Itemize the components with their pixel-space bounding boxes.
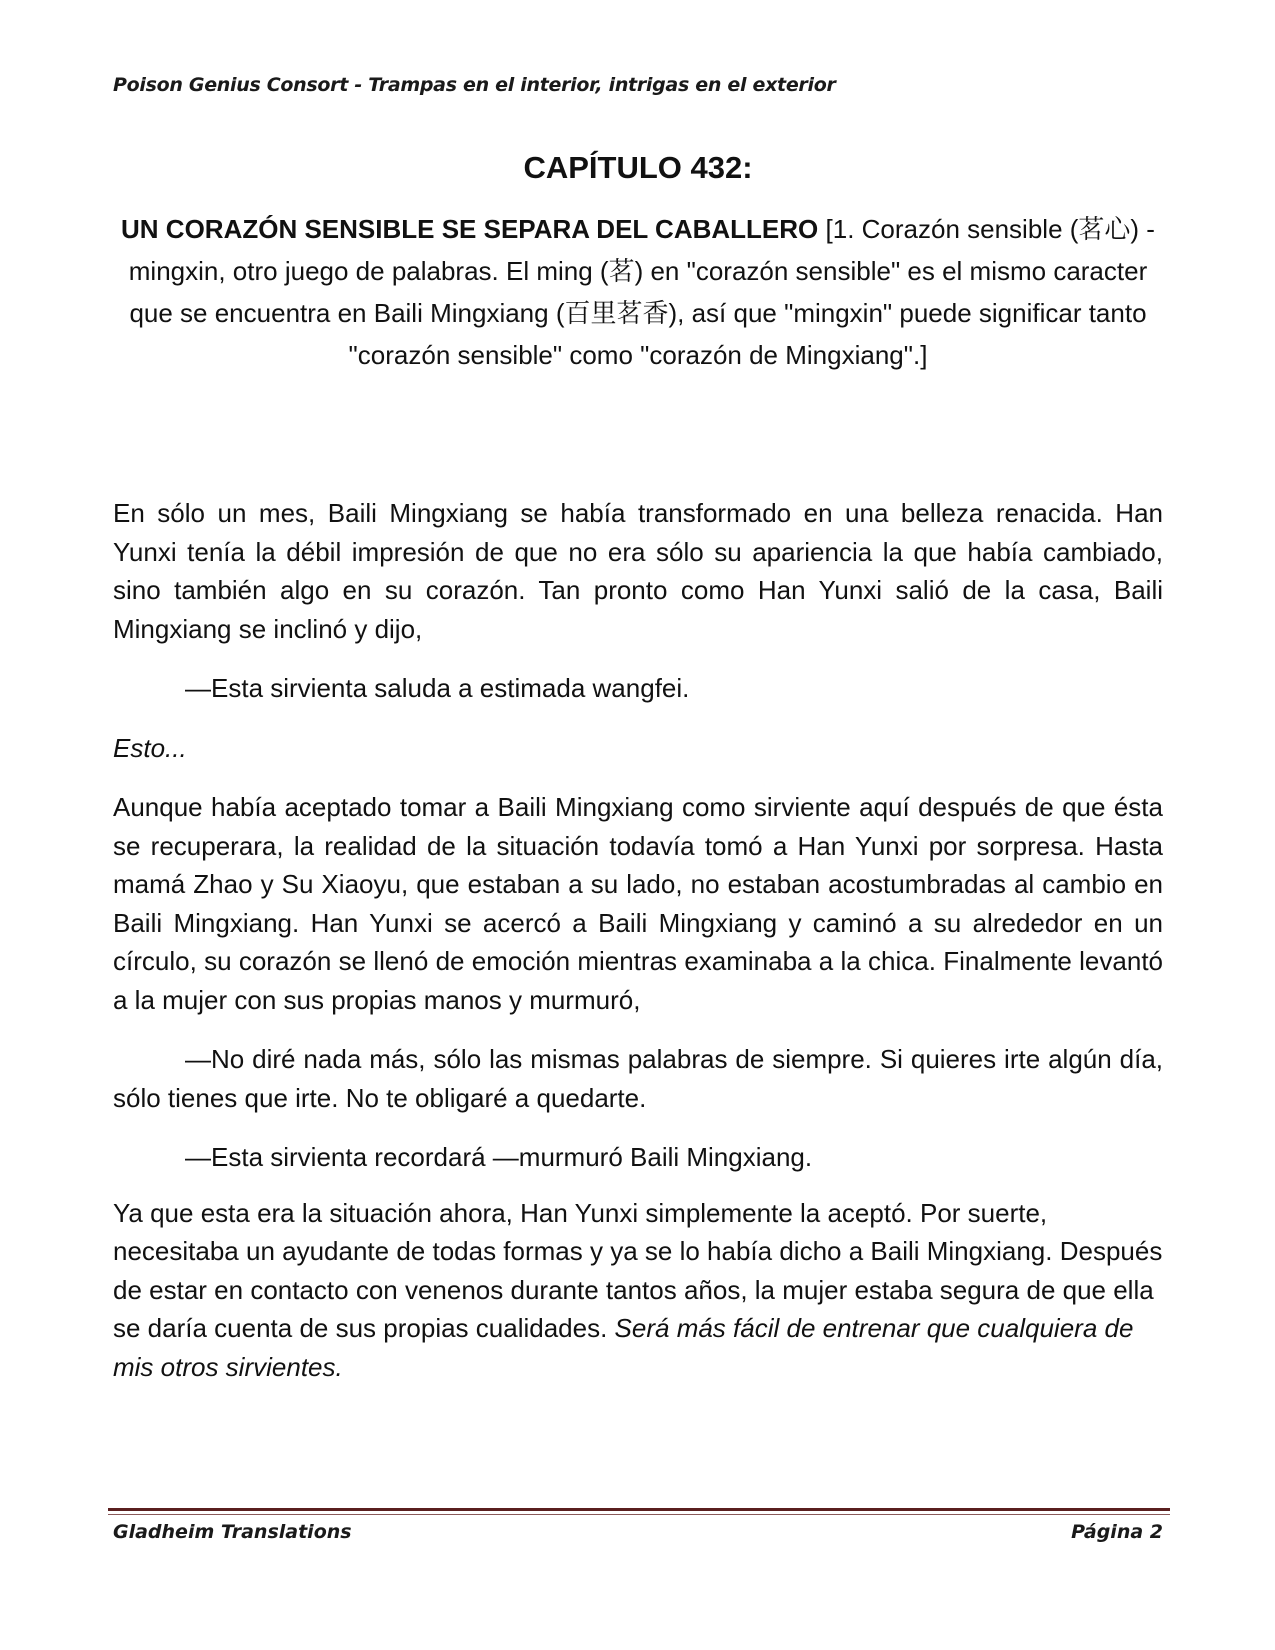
footer-page-number: Página 2: [1071, 1521, 1163, 1543]
running-header: Poison Genius Consort - Trampas en el interior, intrigas en el exterior: [113, 74, 836, 96]
chapter-title: CAPÍTULO 432:: [523, 150, 753, 185]
dialog-line-3: —Esta sirvienta recordará —murmuró Baili Mingxiang.: [185, 1142, 813, 1172]
chapter-body: [113, 494, 1163, 1407]
body-paragraph-1: En sólo un mes, Baili Mingxiang se había transformado en una belleza renacida. Han Yunxi tenía la débil impresión de que no era sólo su apariencia la que había cambiado, sino también algo en su corazón. Tan pronto como Han Yunxi salió de la casa, Baili Mingxiang se inclinó y dijo,: [113, 498, 1163, 644]
chapter-subtitle-note: [1. Corazón sensible (茗心) - mingxin, otro juego de palabras. El ming (茗) en "corazón sensible" es el mismo caracter que se encuentra en Baili Mingxiang (百里茗香), así que "mingxin" puede significar tanto "corazón sensible" como "corazón de Mingxiang".]: [128, 214, 1155, 370]
body-paragraph-4-italic: Será más fácil de entrenar que cualquiera de mis otros sirvientes.: [113, 1313, 1134, 1382]
body-paragraph-4: [113, 1194, 1163, 1387]
body-paragraph-4-text: Ya que esta era la situación ahora, Han Yunxi simplemente la aceptó. Por suerte, necesitaba un ayudante de todas formas y ya se lo había dicho a Baili Mingxiang. Después de estar en contacto con venenos durante tantos años, la mujer estaba segura de que ella se daría cuenta de sus propias cualidades.: [113, 1197, 1163, 1343]
chapter-subtitle-bold: UN CORAZÓN SENSIBLE SE SEPARA DEL CABALLERO: [121, 214, 819, 244]
footer-rule-thin: [108, 1514, 1170, 1515]
body-paragraph-2: Esto...: [113, 732, 187, 763]
dialog-line-2: —No diré nada más, sólo las mismas palabras de siempre. Si quieres irte algún día, sólo tienes que irte. No te obligaré a quedarte.: [113, 1044, 1163, 1113]
body-paragraph-3: Aunque había aceptado tomar a Baili Mingxiang como sirviente aquí después de que ésta se recuperara, la realidad de la situación todavía tomó a Han Yunxi por sorpresa. Hasta mamá Zhao y Su Xiaoyu, que estaban a su lado, no estaban acostumbradas al cambio en Baili Mingxiang. Han Yunxi se acercó a Baili Mingxiang y caminó a su alrededor en un círculo, su corazón se llenó de emoción mientras examinaba a la chica. Finalmente levantó a la mujer con sus propias manos y murmuró,: [113, 792, 1163, 1015]
footer-rule: [108, 1508, 1170, 1511]
chapter-subtitle: [118, 208, 1158, 376]
footer-translator: Gladheim Translations: [113, 1521, 352, 1543]
dialog-line-1: —Esta sirvienta saluda a estimada wangfei.: [185, 673, 690, 703]
